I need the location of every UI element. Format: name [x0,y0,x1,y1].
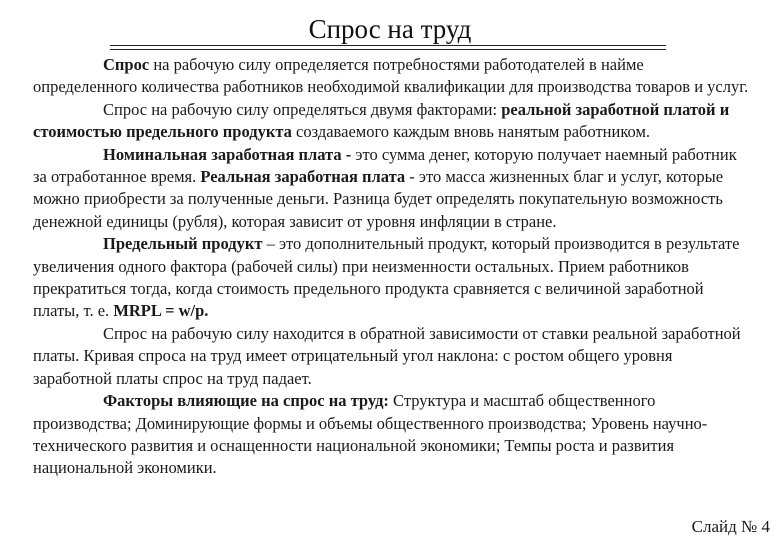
bold-term: Предельный продукт [103,234,263,254]
paragraph [33,233,751,323]
text-run: на рабочую силу определяется потребностями работодателей в найме определенного количества работников необходимой квалификации для производства товаров и услуг. [33,55,749,97]
bold-term: Факторы влияющие на спрос на труд: [103,391,389,411]
bold-term: Спрос [103,55,150,74]
text-run: – это дополнительный продукт, который производится в результате увеличения одного фактора (рабочей силы) при неизменности остальных. Прием работников прекратиться тогда, когда стоимость предельного продукта сравняется с величиной заработной платы, т. е. [33,234,740,321]
slide-title: Спрос на труд [308,14,472,44]
text-run: это сумма денег, которую получает наемный работник за отработанное время. [33,144,737,187]
paragraph [33,323,751,390]
bold-term: реальной заработной платой и стоимостью предельного продукта [33,99,730,142]
paragraph [33,144,751,234]
text-run: Спрос на рабочую силу находится в обратной зависимости от ставки реальной заработной платы. Кривая спроса на труд имеет отрицательный угол наклона: с ростом общего уровня заработной платы спрос на труд падает. [33,323,741,388]
paragraph [33,99,751,144]
bold-term: MRPL = w/p. [113,301,209,321]
title-double-rule [110,45,666,50]
text-run: Структура и масштаб общественного производства; Доминирующие формы и объемы общественного производства; Уровень научно-технического развития и оснащенности национальной экономики; Темпы роста и развития национальной экономики. [33,391,708,478]
paragraph [33,390,751,480]
slide-body [33,54,751,480]
paragraph [33,54,751,99]
slide-number: Слайд № 4 [691,517,770,536]
bold-term: Номинальная заработная плата - [103,144,352,164]
text-run: создаваемого каждым вновь нанятым работником. [291,122,651,142]
text-run: Спрос на рабочую силу определяться двумя факторами: [103,99,502,119]
bold-term: Реальная заработная плата [200,167,406,187]
text-run: - это масса жизненных благ и услуг, которые можно приобрести за полученные деньги. Разница будет определять покупательную возможность денежной единицы (рубля), которая зависит от уровня инфляции в стране. [33,167,724,231]
